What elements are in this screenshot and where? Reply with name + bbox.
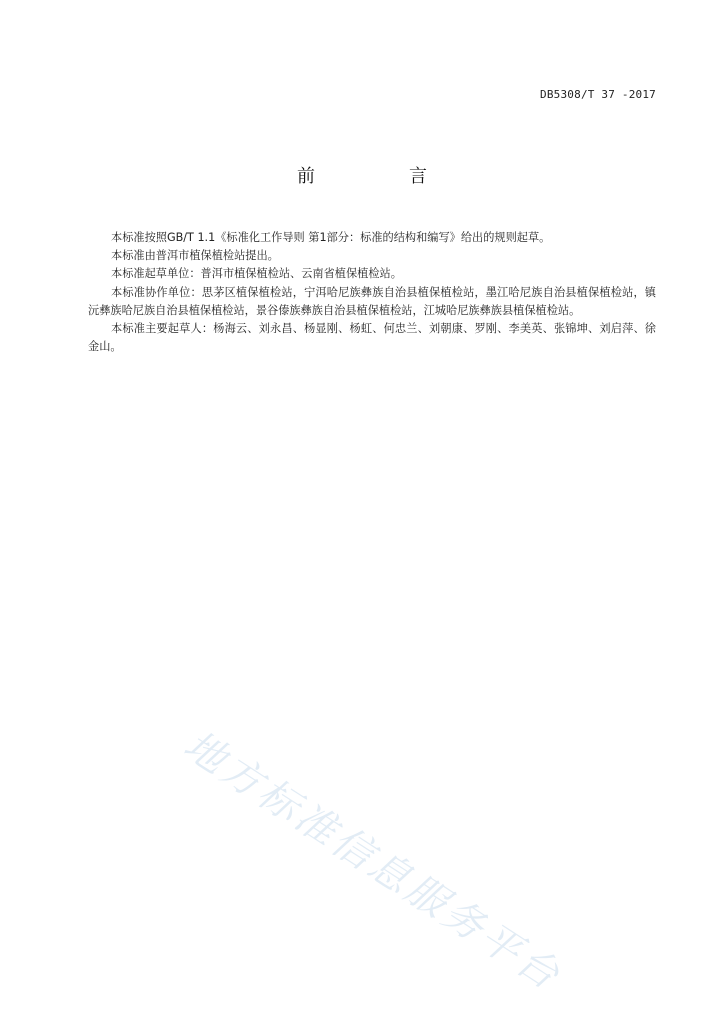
document-code: DB5308/T 37 -2017 — [540, 88, 656, 101]
paragraph-main-drafters: 本标准主要起草人：杨海云、刘永昌、杨显刚、杨虹、何忠兰、刘朝康、罗刚、李美英、张锦坤、刘启萍、徐金山。 — [88, 322, 656, 354]
document-body — [88, 229, 656, 356]
paragraph-drafting-unit: 本标准起草单位：普洱市植保植检站、云南省植保植检站。 — [111, 267, 402, 281]
paragraph-cooperating-units: 本标准协作单位：思茅区植保植检站，宁洱哈尼族彝族自治县植保植检站，墨江哈尼族自治县植保植检站，镇沅彝族哈尼族自治县植保植检站，景谷傣族彝族自治县植保植检站，江城哈尼族彝族县植保植检站。 — [88, 285, 656, 317]
paragraph-proposer: 本标准由普洱市植保植检站提出。 — [111, 249, 279, 263]
watermark: 地方标准信息服务平台 — [175, 722, 570, 1001]
paragraph-drafting-rules: 本标准按照GB/T 1.1《标准化工作导则 第1部分：标准的结构和编写》给出的规则起草。 — [111, 231, 551, 244]
page-title: 前 言 — [297, 166, 465, 187]
